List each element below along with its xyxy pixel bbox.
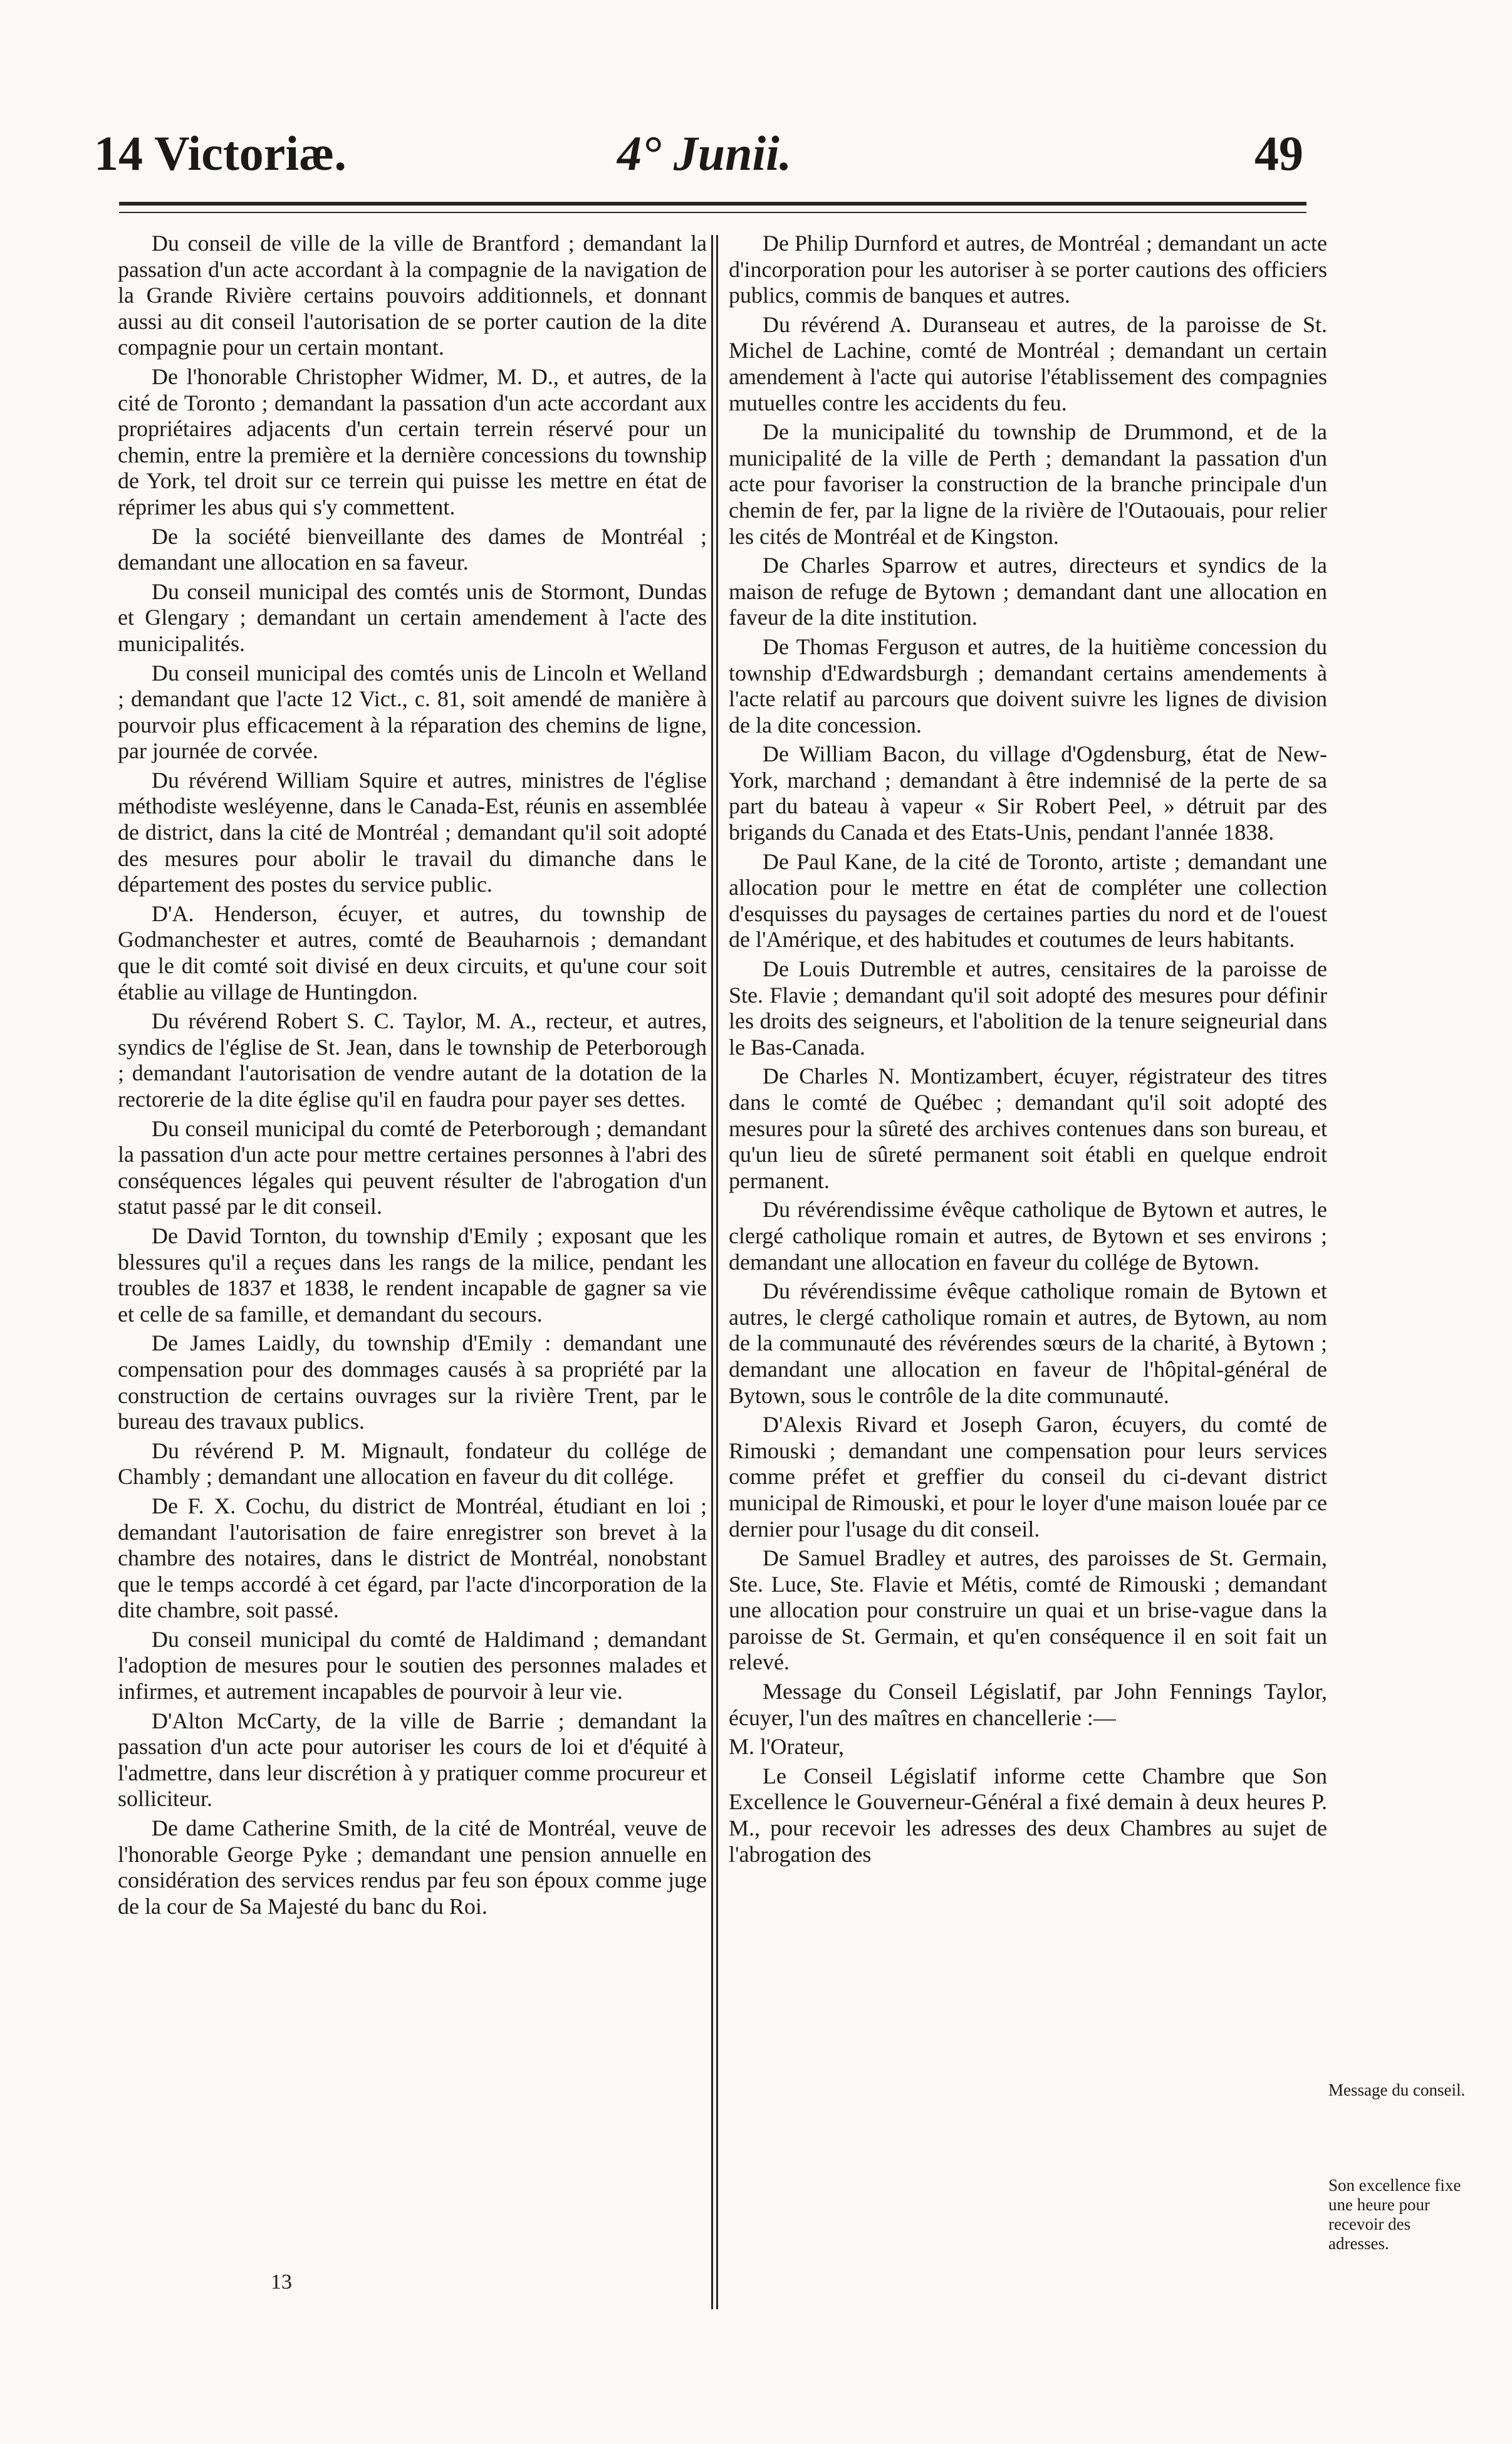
message-body: Le Conseil Législatif informe cette Chambre que Son Excellence le Gouverneur-Général a fixé demain à deux heures P. M., pour recevoir les adresses des deux Chambres au sujet de l'abrogation des [729, 1763, 1327, 1867]
petition-paragraph: De dame Catherine Smith, de la cité de Montréal, veuve de l'honorable George Pyke ; demandant une pension annuelle en considération des services rendus par feu son époux comme juge de la cour de Sa Majesté du banc du Roi. [118, 1815, 707, 1919]
right-column [729, 231, 1327, 2280]
header-rule-thick [119, 202, 1306, 206]
petition-paragraph: Du conseil de ville de la ville de Brantford ; demandant la passation d'un acte accordant à la compagnie de la navigation de la Grande Rivière certains pouvoirs additionnels, et donnant aussi au dit conseil l'autorisation de se porter caution de la dite compagnie pour un certain montant. [118, 231, 707, 360]
petition-paragraph: D'A. Henderson, écuyer, et autres, du township de Godmanchester et autres, comté de Beauharnois ; demandant que le dit comté soit divisé en deux circuits, et qu'une cour soit établie au village de Huntingdon. [118, 901, 707, 1005]
petition-paragraph: Du révérendissime évêque catholique de Bytown et autres, le clergé catholique romain et autres, de Bytown et ses environs ; demandant une allocation en faveur du collége de Bytown. [729, 1197, 1327, 1275]
petition-paragraph: De l'honorable Christopher Widmer, M. D., et autres, de la cité de Toronto ; demandant la passation d'un acte accordant aux propriétaires adjacents d'un certain terrein réservé pour un chemin, entre la première et la dernière concessions du township de York, tel droit sur ce terrein qui puisse les mettre en état de réprimer les abus qui s'y commettent. [118, 363, 707, 520]
petition-paragraph: De F. X. Cochu, du district de Montréal, étudiant en loi ; demandant l'autorisation de faire enregistrer son brevet à la chambre des notaires, dans le district de Montréal, nonobstant que le temps accordé à cet égard, par l'acte d'incorporation de la dite chambre, soit passé. [118, 1493, 707, 1623]
petition-paragraph: De Paul Kane, de la cité de Toronto, artiste ; demandant une allocation pour le mettre en état de compléter une collection d'esquisses du paysages de certaines parties du nord et de l'ouest de l'Amérique, et des habitudes et coutumes de leurs habitants. [729, 849, 1327, 953]
signature-mark: 13 [271, 2270, 292, 2294]
petition-paragraph: D'Alexis Rivard et Joseph Garon, écuyers, du comté de Rimouski ; demandant une compensation pour leurs services comme préfet et greffier du conseil du ci-devant district municipal de Rimouski, et pour le loyer d'une maison louée par ce dernier pour l'usage du dit conseil. [729, 1412, 1327, 1542]
petition-paragraph: De la municipalité du township de Drummond, et de la municipalité de la ville de Perth ; demandant la passation d'un acte pour favoriser la construction de la branche principale d'un chemin de fer, par la ligne de la rivière de l'Outaouais, pour relier les cités de Montréal et de Kingston. [729, 419, 1327, 549]
petition-paragraph: Du révérend A. Duranseau et autres, de la paroisse de St. Michel de Lachine, comté de Montréal ; demandant un certain amendement à l'acte qui autorise l'établissement des compagnies mutuelles contre les accidents du feu. [729, 311, 1327, 415]
petition-paragraph: Du conseil municipal des comtés unis de Lincoln et Welland ; demandant que l'acte 12 Vict., c. 81, soit amendé de manière à pourvoir plus efficacement à la réparation des chemins de ligne, par journée de corvée. [118, 660, 707, 764]
header-regnal-year: 14 Victoriæ. [94, 126, 347, 180]
header-date: 4° Junii. [617, 126, 792, 180]
petition-paragraph: Du conseil municipal du comté de Haldimand ; demandant l'adoption de mesures pour le soutien des personnes malades et infirmes, et autrement incapables de pourvoir à leur vie. [118, 1626, 707, 1705]
petition-paragraph: Du conseil municipal des comtés unis de Stormont, Dundas et Glengary ; demandant un certain amendement à l'acte des municipalités. [118, 578, 707, 656]
petition-paragraph: De David Tornton, du township d'Emily ; exposant que les blessures qu'il a reçues dans les rangs de la milice, pendant les troubles de 1837 et 1838, le rendent incapable de gagner sa vie et celle de sa famille, et demandant du secours. [118, 1223, 707, 1327]
petition-paragraph: De Samuel Bradley et autres, des paroisses de St. Germain, Ste. Luce, Ste. Flavie et Métis, comté de Rimouski ; demandant une allocation pour construire un quai et un brise-vague dans la paroisse de St. Germain, et qu'en conséquence il en soit fait un relevé. [729, 1545, 1327, 1675]
petition-paragraph: De James Laidly, du township d'Emily : demandant une compensation pour des dommages causés à sa propriété par la construction de certains ouvrages sur la rivière Trent, par le bureau des travaux publics. [118, 1330, 707, 1434]
petition-paragraph: Du révérend Robert S. C. Taylor, M. A., recteur, et autres, syndics de l'église de St. Jean, dans le township de Peterborough ; demandant l'autorisation de vendre autant de la dotation de la rectorerie de la dite église qu'il en faudra pour payer ses dettes. [118, 1008, 707, 1112]
margin-note-message: Message du conseil. [1328, 2081, 1466, 2099]
column-divider [711, 235, 713, 2309]
petition-paragraph: Du révérendissime évêque catholique romain de Bytown et autres, le clergé catholique romain et autres, de Bytown, au nom de la communauté des révérendes sœurs de la charité, à Bytown ; demandant une allocation en faveur de l'hôpital-général de Bytown, sous le contrôle de la dite communauté. [729, 1278, 1327, 1408]
left-column [118, 231, 707, 2280]
petition-paragraph: De Charles Sparrow et autres, directeurs et syndics de la maison de refuge de Bytown ; demandant dant une allocation en faveur de la dite institution. [729, 553, 1327, 630]
header-page-number: 49 [1254, 126, 1303, 180]
column-divider [716, 235, 718, 2309]
message-intro: Message du Conseil Législatif, par John Fennings Taylor, écuyer, l'un des maîtres en chancellerie :— [729, 1679, 1327, 1730]
margin-note-excellence: Son excellence fixe une heure pour recevoir des adresses. [1328, 2176, 1461, 2253]
petition-paragraph: De William Bacon, du village d'Ogdensburg, état de New-York, marchand ; demandant à être indemnisé de la perte de sa part du bateau à vapeur « Sir Robert Peel, » détruit par des brigands du Canada et des Etats-Unis, pendant l'année 1838. [729, 741, 1327, 845]
petition-paragraph: D'Alton McCarty, de la ville de Barrie ; demandant la passation d'un acte pour autoriser les cours de loi et d'équité à l'admettre, dans leur discrétion à y pratiquer comme procureur et solliciteur. [118, 1708, 707, 1812]
petition-paragraph: Du révérend William Squire et autres, ministres de l'église méthodiste wesléyenne, dans le Canada-Est, réunis en assemblée de district, dans la cité de Montréal ; demandant qu'il soit adopté des mesures pour abolir le travail du dimanche dans le département des postes du service public. [118, 767, 707, 897]
petition-paragraph: De Louis Dutremble et autres, censitaires de la paroisse de Ste. Flavie ; demandant qu'il soit adopté des mesures pour définir les droits des seigneurs, et l'abolition de la tenure seigneurial dans le Bas-Canada. [729, 956, 1327, 1060]
message-salutation: M. l'Orateur, [729, 1734, 844, 1760]
petition-paragraph: De Thomas Ferguson et autres, de la huitième concession du township d'Edwardsburgh ; demandant certains amendements à l'acte relatif au parcours que doivent suivre les lignes de division de la dite concession. [729, 634, 1327, 738]
petition-paragraph: De la société bienveillante des dames de Montréal ; demandant une allocation en sa faveur. [118, 523, 707, 575]
header-rule-thin [119, 212, 1306, 213]
petition-paragraph: Du conseil municipal du comté de Peterborough ; demandant la passation d'un acte pour mettre certaines personnes à l'abri des conséquences légales qui peuvent résulter de l'abrogation d'un statut passé par le dit conseil. [118, 1115, 707, 1219]
page-header [94, 122, 1303, 191]
petition-paragraph: De Philip Durnford et autres, de Montréal ; demandant un acte d'incorporation pour les autoriser à se porter cautions des officiers publics, commis de banques et autres. [729, 231, 1327, 308]
petition-paragraph: Du révérend P. M. Mignault, fondateur du collége de Chambly ; demandant une allocation en faveur du dit collége. [118, 1438, 707, 1490]
petition-paragraph: De Charles N. Montizambert, écuyer, régistrateur des titres dans le comté de Québec ; demandant qu'il soit adopté des mesures pour la sûreté des archives contenues dans son bureau, et qu'un lieu de sûreté permanent soit établi en quelque endroit permanent. [729, 1063, 1327, 1193]
